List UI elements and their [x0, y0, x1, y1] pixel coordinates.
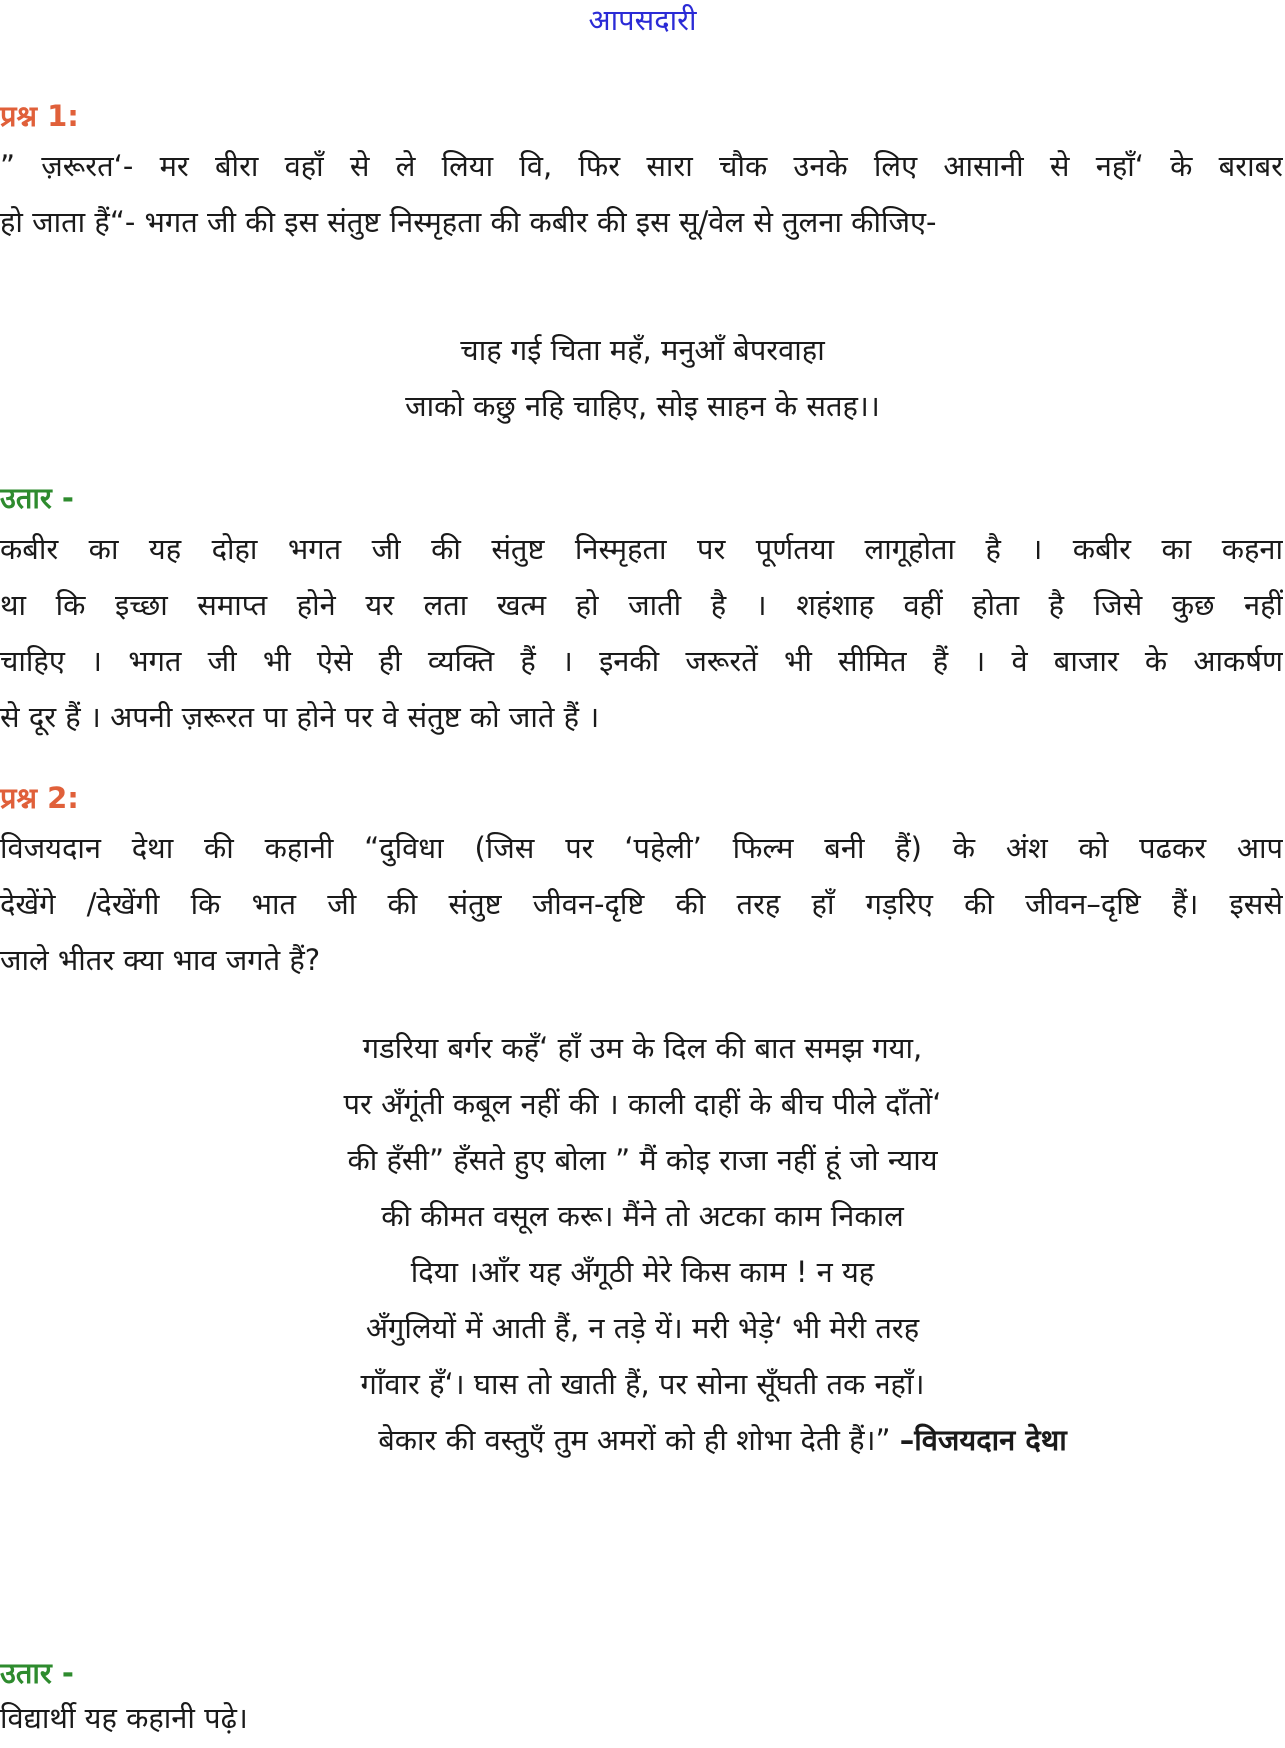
- excerpt-line: दिया ।आँर यह अँगूठी मेरे किस काम ! न यह: [410, 1255, 875, 1289]
- couplet-line: जाको कछु नहि चाहिए, सोइ साहन के सतह।।: [405, 389, 880, 423]
- excerpt-line: गडरिया बर्गर कहँ‘ हाँ उम के दिल की बात समझ गया,: [362, 1031, 923, 1065]
- answer-1-line: कबीर का यह दोहा भगत जी की संतुष्ट निस्मृहता पर पूर्णतया लागूहोता है । कबीर का कहना: [0, 532, 1283, 566]
- answer-1-line: से दूर हैं । अपनी ज़रूरत पा होने पर वे संतुष्ट को जाते हैं ।: [0, 700, 600, 734]
- answer-1-line: चाहिए । भगत जी भी ऐसे ही व्यक्ति हैं । इनकी जरूरतें भी सीमित हैं । वे बाजार के आकर्षण: [0, 644, 1283, 678]
- excerpt-line-final: [0, 1412, 1285, 1468]
- question-1-couplet: [0, 322, 1285, 434]
- question-2-excerpt: [0, 1020, 1285, 1468]
- excerpt-author: –विजयदान देथा: [899, 1423, 1067, 1457]
- excerpt-line: पर अँगूंती कबूल नहीं की । काली दाहीं के बीच पीले दाँतों‘: [343, 1087, 942, 1121]
- answer-2-line: विद्यार्थी यह कहानी पढ़े।: [0, 1701, 248, 1735]
- question-1-line: ” ज़रूरत‘- मर बीरा वहाँ से ले लिया वि, फिर सारा चौक उनके लिए आसानी से नहाँ‘ के बराबर: [0, 149, 1283, 183]
- answer-1-label: उतार -: [0, 481, 74, 515]
- question-2-line: विजयदान देथा की कहानी “दुविधा (जिस पर ‘पहेली’ फिल्म बनी हैं) के अंश को पढकर आप: [0, 831, 1283, 865]
- question-1-text: [0, 138, 1283, 250]
- question-2-line: देखेंगे /देखेंगी कि भात जी की संतुष्ट जीवन-दृष्टि की तरह हाँ गड़रिए की जीवन–दृष्टि हैं। इससे: [0, 887, 1283, 921]
- question-2-line: जाले भीतर क्या भाव जगते हैं?: [0, 943, 321, 977]
- question-1-line: हो जाता हैं“- भगत जी की इस संतुष्ट निस्मृहता की कबीर की इस सू/वेल से तुलना कीजिए-: [0, 205, 937, 239]
- page-title: आपसदारी: [588, 3, 697, 37]
- question-2-text: [0, 820, 1283, 988]
- question-1-label: प्रश्न 1:: [0, 99, 79, 133]
- answer-2-label: उतार -: [0, 1656, 74, 1690]
- excerpt-line: अँगुलियों में आती हैं, न तड़े यें। मरी भेड़े‘ भी मेरी तरह: [365, 1311, 920, 1345]
- excerpt-text: बेकार की वस्तुएँ तुम अमरों को ही शोभा देती हैं।”: [378, 1423, 900, 1457]
- excerpt-line: की कीमत वसूल करू। मैंने तो अटका काम निकाल: [381, 1199, 904, 1233]
- answer-2-text: [0, 1690, 1283, 1746]
- excerpt-line: गाँवार हँ‘। घास तो खाती हैं, पर सोना सूँघती तक नहाँ।: [360, 1367, 925, 1401]
- couplet-line: चाह गई चिता महँ, मनुआँ बेपरवाहा: [460, 333, 825, 367]
- answer-1-line: था कि इच्छा समाप्त होने यर लता खत्म हो जाती है । शहंशाह वहीं होता है जिसे कुछ नहीं: [0, 588, 1283, 622]
- answer-1-text: [0, 521, 1283, 745]
- excerpt-line: की हँसी” हँसते हुए बोला ” मैं कोइ राजा नहीं हूं जो न्याय: [347, 1143, 938, 1177]
- question-2-label: प्रश्न 2:: [0, 781, 79, 815]
